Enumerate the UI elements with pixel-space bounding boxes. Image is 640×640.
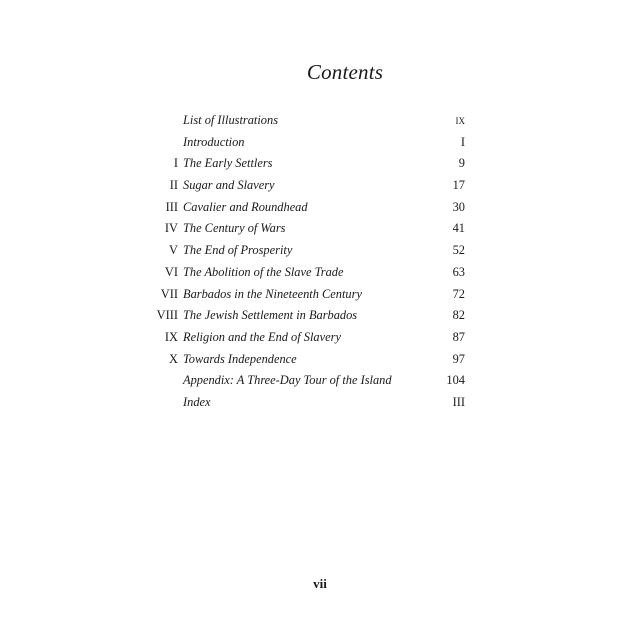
toc-entry bbox=[150, 132, 470, 154]
toc-entry bbox=[150, 197, 470, 219]
chapter-title: Towards Independence bbox=[183, 351, 297, 366]
page-number: 97 bbox=[452, 351, 465, 366]
chapter-title: Index bbox=[183, 394, 211, 409]
chapter-title: The Abolition of the Slave Trade bbox=[183, 264, 344, 279]
toc-entry bbox=[150, 153, 470, 175]
chapter-number: X bbox=[169, 351, 178, 366]
chapter-title: List of Illustrations bbox=[183, 113, 279, 127]
chapter-title: Appendix: A Three-Day Tour of the Island bbox=[183, 373, 392, 388]
folio-page-number: vii bbox=[313, 576, 327, 591]
chapter-number: I bbox=[173, 156, 178, 171]
page-number: 30 bbox=[452, 199, 465, 214]
chapter-number: IX bbox=[164, 329, 178, 344]
chapter-title: The Century of Wars bbox=[183, 221, 286, 236]
toc-entry bbox=[150, 175, 470, 197]
chapter-number: IV bbox=[164, 221, 178, 236]
toc-entry bbox=[150, 218, 470, 240]
chapter-title: Introduction bbox=[183, 134, 245, 149]
toc-entry bbox=[150, 284, 470, 306]
page-number: 9 bbox=[458, 156, 465, 171]
chapter-number: II bbox=[169, 178, 178, 193]
chapter-title: Sugar and Slavery bbox=[183, 178, 275, 193]
toc-entry bbox=[150, 392, 470, 414]
page-number: 63 bbox=[452, 264, 465, 279]
page-number: 72 bbox=[452, 286, 465, 301]
chapter-number: III bbox=[165, 199, 178, 214]
page-number: 41 bbox=[452, 221, 465, 236]
page-number: 104 bbox=[446, 373, 465, 388]
table-of-contents bbox=[150, 110, 470, 414]
page-number: 52 bbox=[452, 243, 465, 258]
page-number: 87 bbox=[452, 329, 465, 344]
page-number: 82 bbox=[452, 308, 465, 323]
page-title: Contents bbox=[306, 60, 384, 84]
toc-entry bbox=[150, 370, 470, 392]
chapter-title: The Early Settlers bbox=[183, 156, 273, 171]
toc-entry bbox=[150, 262, 470, 284]
page-number: 17 bbox=[452, 178, 465, 193]
chapter-title: Barbados in the Nineteenth Century bbox=[183, 286, 362, 301]
page-number: I bbox=[460, 134, 465, 149]
chapter-title: Cavalier and Roundhead bbox=[183, 199, 308, 214]
chapter-number: VII bbox=[160, 286, 178, 301]
chapter-number: V bbox=[169, 243, 178, 258]
chapter-title: The End of Prosperity bbox=[183, 243, 293, 258]
page-number: ix bbox=[455, 113, 465, 127]
toc-entry bbox=[150, 110, 470, 132]
toc-entry bbox=[150, 240, 470, 262]
page-number: III bbox=[452, 394, 465, 409]
chapter-number: VI bbox=[164, 264, 178, 279]
toc-entry bbox=[150, 327, 470, 349]
toc-entry bbox=[150, 305, 470, 327]
chapter-title: Religion and the End of Slavery bbox=[183, 329, 341, 344]
toc-entry bbox=[150, 349, 470, 371]
chapter-title: The Jewish Settlement in Barbados bbox=[183, 308, 358, 323]
chapter-number: VIII bbox=[156, 308, 178, 323]
